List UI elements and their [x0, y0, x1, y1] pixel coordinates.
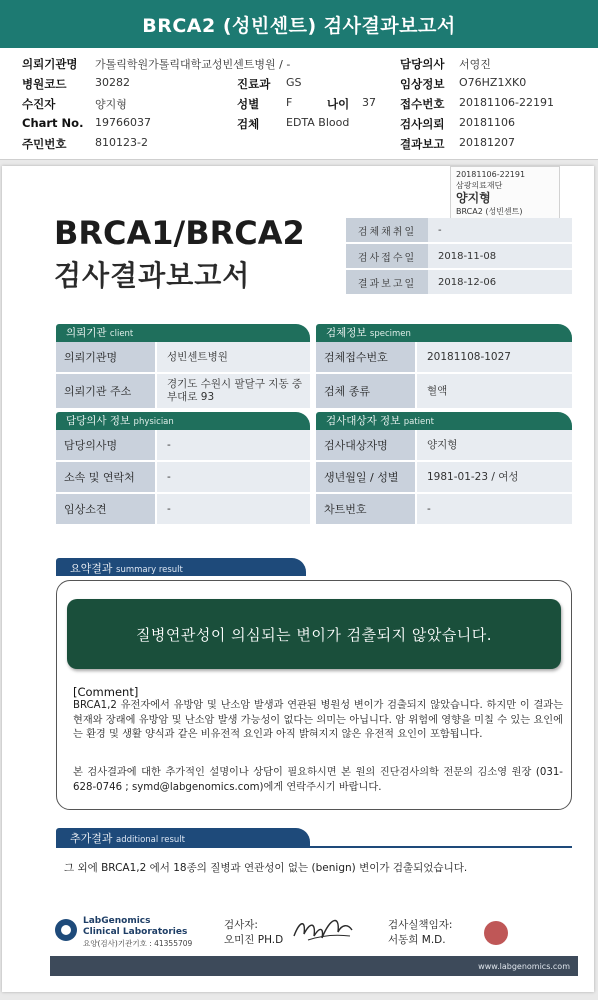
- field-label: 생년월일 / 성별: [316, 462, 415, 492]
- date-row: [346, 270, 572, 296]
- date-value: -: [428, 218, 572, 242]
- info-value: 양지형: [95, 98, 127, 111]
- info-label: 의뢰기관명: [22, 57, 78, 71]
- field-value: 20181108-1027: [417, 342, 572, 372]
- field-label: 의뢰기관명: [56, 342, 155, 372]
- lab-name-line2: Clinical Laboratories: [83, 927, 188, 937]
- table-row: [56, 342, 310, 374]
- info-value: F: [286, 96, 293, 109]
- patient-info-panel: [0, 48, 598, 160]
- field-label: 소속 및 연락처: [56, 462, 155, 492]
- client-info-table: [56, 342, 310, 410]
- document-subtitle: 검사결과보고서: [54, 259, 251, 292]
- footer-bar: [50, 956, 578, 976]
- examiner-label: 검사자:: [224, 919, 258, 931]
- field-value: 성빈센트병원: [157, 342, 310, 372]
- sticker-patient-name: 양지형: [456, 191, 491, 205]
- date-value: 2018-12-06: [428, 270, 572, 294]
- date-row: [346, 244, 572, 270]
- section-tab-english: patient: [403, 417, 434, 427]
- field-value: 경기도 수원시 팔달구 지동 중부대로 93: [157, 374, 310, 408]
- document-title: BRCA1/BRCA2: [54, 214, 305, 252]
- info-value: 19766037: [95, 116, 151, 129]
- info-label: 병원코드: [22, 77, 67, 91]
- section-tab-label: 요약결과: [70, 562, 113, 575]
- section-tab-english: additional result: [116, 835, 185, 845]
- table-row: [316, 494, 572, 526]
- field-label: 담당의사명: [56, 430, 155, 460]
- info-value: 810123-2: [95, 136, 148, 149]
- field-label: 의뢰기관 주소: [56, 374, 155, 408]
- section-tab-english: summary result: [116, 565, 183, 575]
- patient-section-tab: [316, 412, 572, 428]
- info-label: 접수번호: [400, 97, 445, 111]
- info-label: Chart No.: [22, 116, 84, 130]
- section-tab-label: 검사대상자 정보: [326, 415, 401, 427]
- sticker-lab-name: 삼광의료재단: [456, 181, 503, 190]
- info-value: 20181106: [459, 116, 515, 129]
- website-link[interactable]: www.labgenomics.com: [478, 962, 570, 971]
- labgenomics-logo-icon: [55, 919, 77, 941]
- comment-contact-paragraph: 본 검사결과에 대한 추가적인 설명이나 상담이 필요하시면 본 원의 진단검사의학 전문의 김소영 원장 (031-628-0746 ; symd@labgenomics.com)에게 연락주시기 바랍니다.: [73, 767, 563, 793]
- examiner-signature: [290, 910, 356, 946]
- field-label: 차트번호: [316, 494, 415, 524]
- info-label: 나이: [327, 97, 350, 111]
- info-value: 20181207: [459, 136, 515, 149]
- field-value: 혈액: [417, 374, 572, 408]
- info-row-5: [0, 134, 598, 154]
- section-tab-label: 검체정보: [326, 327, 367, 339]
- info-label: 담당의사: [400, 57, 445, 71]
- summary-result-box: [56, 580, 572, 810]
- table-row: [316, 342, 572, 374]
- table-row: [56, 374, 310, 410]
- report-dates-table: [346, 218, 572, 296]
- info-label: 수진자: [22, 97, 56, 111]
- comment-paragraph: BRCA1,2 유전자에서 유방암 및 난소암 발생과 연관된 병원성 변이가 검출되지 않았습니다. 하지만 이 결과는 현재와 장래에 유방암 및 난소암 발생 가능성이 없다는 의미는 아닙니다. 암 위험에 영향을 미칠 수 있는 요인에는 환경 및 생활 양식과 같은 비유전적 요인과 아직 밝혀지지 않은 유전적 요인이 포함됩니다.: [73, 700, 563, 740]
- additional-result-text: 그 외에 BRCA1,2 에서 18종의 질병과 연관성이 없는 (benign) 변이가 검출되었습니다.: [64, 862, 468, 874]
- table-row: [56, 430, 310, 462]
- report-header-bar: [0, 0, 598, 48]
- date-value: 2018-11-08: [428, 244, 572, 268]
- comment-heading: [Comment]: [73, 685, 139, 699]
- field-value: 1981-01-23 / 여성: [417, 462, 572, 492]
- info-row-1: [0, 54, 598, 74]
- lab-name-line1: LabGenomics: [83, 916, 151, 926]
- field-label: 검체접수번호: [316, 342, 415, 372]
- date-label: 검체채취일: [346, 218, 428, 242]
- info-value: GS: [286, 76, 302, 89]
- lab-logo-text: [83, 916, 187, 938]
- field-label: 임상소견: [56, 494, 155, 524]
- table-row: [316, 462, 572, 494]
- info-value: 20181106-22191: [459, 96, 554, 109]
- info-label: 임상정보: [400, 77, 445, 91]
- sticker-receipt-number: 20181106-22191: [456, 170, 526, 179]
- field-value: -: [157, 430, 310, 460]
- info-value: EDTA Blood: [286, 116, 350, 129]
- table-row: [56, 462, 310, 494]
- field-value: 양지형: [417, 430, 572, 460]
- info-value: 가톨릭학원가톨릭대학교성빈센트병원 / -: [95, 58, 291, 71]
- info-row-4: [0, 114, 598, 134]
- info-label: 결과보고: [400, 137, 445, 151]
- report-header-title: BRCA2 (성빈센트) 검사결과보고서: [142, 14, 456, 37]
- info-value: 30282: [95, 76, 130, 89]
- table-row: [316, 374, 572, 410]
- info-row-2: [0, 74, 598, 94]
- info-value: O76HZ1XK0: [459, 76, 527, 89]
- physician-info-table: [56, 430, 310, 526]
- director-label: 검사실책임자:: [388, 919, 453, 931]
- field-value: -: [157, 494, 310, 524]
- additional-section-tab: [56, 828, 310, 846]
- date-row: [346, 218, 572, 244]
- info-value: 37: [362, 96, 376, 109]
- director-name: 서동희 M.D.: [388, 934, 446, 946]
- info-label: 검체: [237, 117, 260, 131]
- info-label: 주민번호: [22, 137, 67, 151]
- specimen-section-tab: [316, 324, 572, 340]
- date-label: 결과보고일: [346, 270, 428, 294]
- director-seal-icon: [484, 921, 508, 945]
- section-tab-english: client: [109, 329, 134, 339]
- examiner-name: 오미진 PH.D: [224, 934, 284, 946]
- specimen-info-table: [316, 342, 572, 410]
- sticker-test-name: BRCA2 (성빈센트): [456, 207, 523, 216]
- physician-section-tab: [56, 412, 310, 428]
- info-value: 서영진: [459, 58, 491, 71]
- section-tab-label: 추가결과: [70, 832, 113, 845]
- section-tab-label: 담당의사 정보: [66, 415, 131, 427]
- info-label: 성별: [237, 97, 260, 111]
- field-label: 검사대상자명: [316, 430, 415, 460]
- section-tab-english: specimen: [369, 329, 411, 339]
- field-label: 검체 종류: [316, 374, 415, 408]
- section-divider: [56, 846, 572, 848]
- info-label: 진료과: [237, 77, 271, 91]
- table-row: [316, 430, 572, 462]
- section-tab-label: 의뢰기관: [66, 327, 107, 339]
- scanned-report-page: [2, 166, 594, 992]
- lab-institution-code: 요양(검사)기관기호 : 41355709: [83, 939, 193, 948]
- field-value: -: [417, 494, 572, 524]
- info-row-3: [0, 94, 598, 114]
- info-label: 검사의뢰: [400, 117, 445, 131]
- patient-info-table: [316, 430, 572, 526]
- section-tab-english: physician: [133, 417, 174, 427]
- summary-result-banner: 질병연관성이 의심되는 변이가 검출되지 않았습니다.: [67, 599, 561, 669]
- table-row: [56, 494, 310, 526]
- client-section-tab: [56, 324, 310, 340]
- summary-section-tab: [56, 558, 306, 576]
- date-label: 검사접수일: [346, 244, 428, 268]
- field-value: -: [157, 462, 310, 492]
